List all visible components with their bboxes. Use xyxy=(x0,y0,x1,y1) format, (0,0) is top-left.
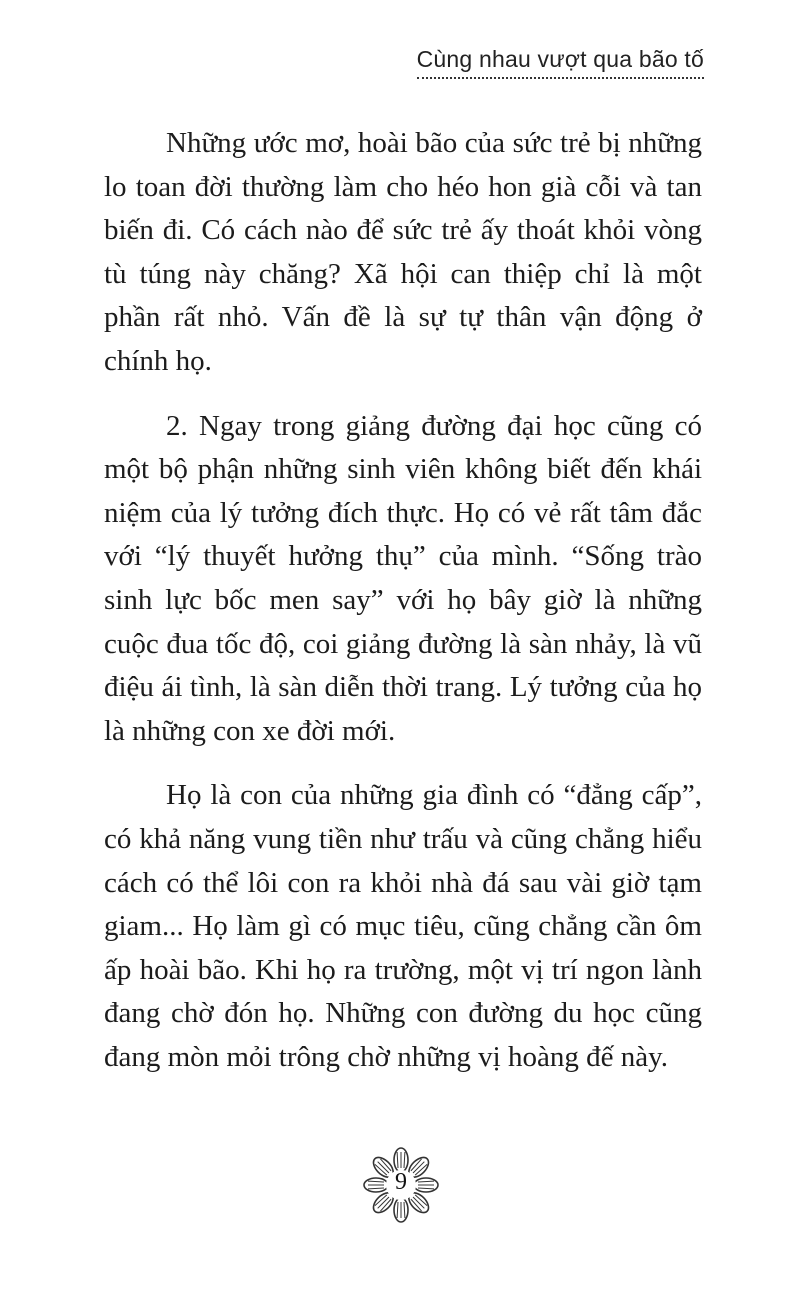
paragraph-3: Họ là con của những gia đình có “đẳng cấp”, có khả năng vung tiền như trấu và cũng chẳng hiểu cách có thể lôi con ra khỏi nhà đá sau vài giờ tạm giam... Họ làm gì có mục tiêu, cũng chẳng cần ôm ấp hoài bão. Khi họ ra trường, một vị trí ngon lành đang chờ đón họ. Những con đường du học cũng đang mòn mỏi trông chờ những vị hoàng đế này. xyxy=(104,779,702,1073)
body-text xyxy=(104,122,702,1100)
page-number: 9 xyxy=(395,1169,407,1195)
paragraph-1: Những ước mơ, hoài bão của sức trẻ bị những lo toan đời thường làm cho héo hon già cỗi và tan biến đi. Có cách nào để sức trẻ ấy thoát khỏi vòng tù túng này chăng? Xã hội can thiệp chỉ là một phần rất nhỏ. Vấn đề là sự tự thân vận động ở chính họ. xyxy=(104,127,702,377)
paragraph-2: 2. Ngay trong giảng đường đại học cũng có một bộ phận những sinh viên không biết đến khái niệm của lý tưởng đích thực. Họ có vẻ rất tâm đắc với “lý thuyết hưởng thụ” của mình. “Sống trào sinh lực bốc men say” với họ bây giờ là những cuộc đua tốc độ, coi giảng đường là sàn nhảy, là vũ điệu ái tình, là sàn diễn thời trang. Lý tưởng của họ là những con xe đời mới. xyxy=(104,409,702,747)
page-number-ornament xyxy=(360,1144,442,1226)
running-header: Cùng nhau vượt qua bão tố xyxy=(417,46,704,79)
